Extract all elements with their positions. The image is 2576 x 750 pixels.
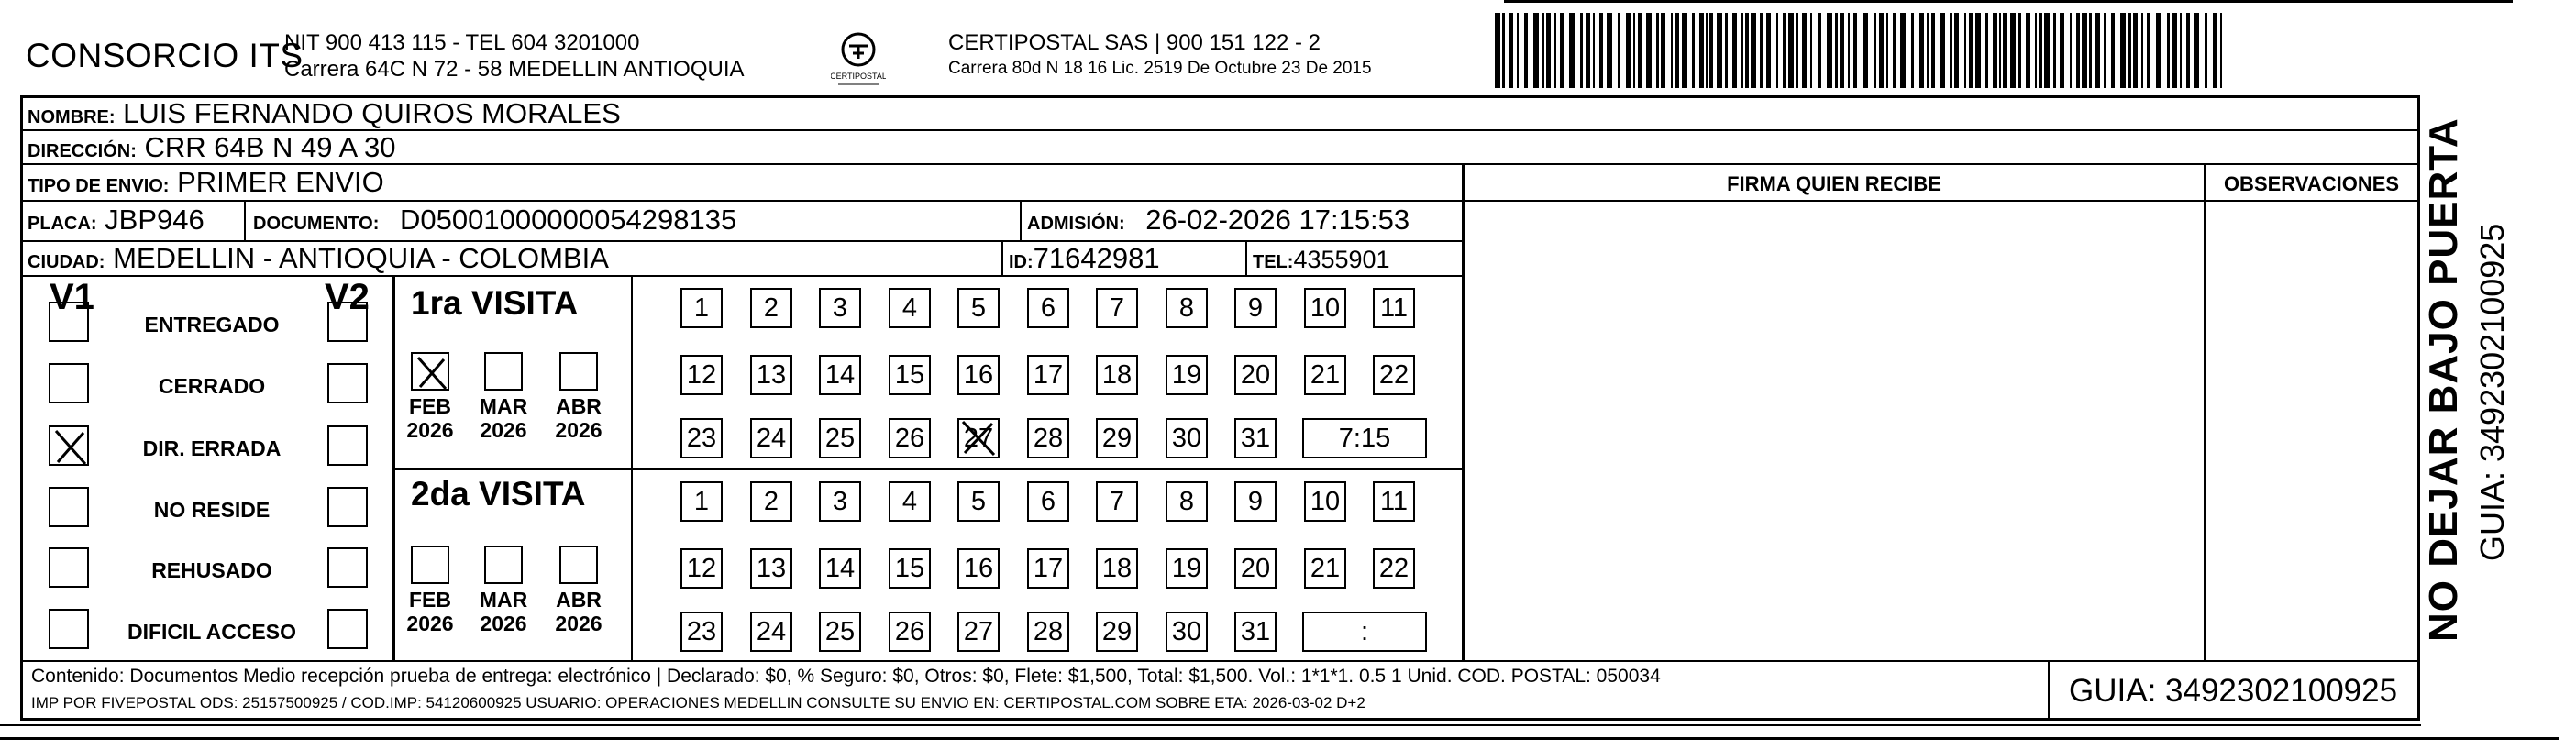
direccion-value: CRR 64B N 49 A 30: [144, 131, 396, 163]
day-box[interactable]: 21: [1304, 355, 1346, 395]
day-box[interactable]: 16: [957, 355, 1000, 395]
day-box[interactable]: 1: [680, 288, 723, 328]
month-year: 2026: [555, 612, 603, 635]
month-year: 2026: [555, 418, 603, 442]
v1-checkbox[interactable]: [49, 487, 89, 527]
documento-label: DOCUMENTO:: [253, 214, 380, 234]
day-box[interactable]: 9: [1234, 481, 1277, 522]
day-box[interactable]: 26: [889, 612, 931, 652]
day-box[interactable]: 3: [819, 288, 861, 328]
day-box[interactable]: 15: [889, 355, 931, 395]
v1-checkbox[interactable]: [49, 547, 89, 588]
day-box[interactable]: 5: [957, 481, 1000, 522]
status-label: ENTREGADO: [144, 313, 280, 336]
direccion-row: [28, 131, 396, 168]
day-box[interactable]: 27: [957, 418, 1000, 458]
courier-name-nit: CERTIPOSTAL SAS | 900 151 122 - 2: [948, 30, 1321, 55]
placa-field: [28, 204, 205, 240]
day-box[interactable]: 2: [750, 481, 792, 522]
month-label: [547, 394, 611, 442]
day-box[interactable]: 11: [1373, 288, 1415, 328]
v2-checkbox[interactable]: [327, 487, 368, 527]
day-box[interactable]: 17: [1027, 548, 1069, 589]
side-guia: GUIA: 3492302100925: [2473, 223, 2511, 561]
day-box[interactable]: 18: [1096, 548, 1138, 589]
month-name: ABR: [556, 588, 602, 612]
month-label: [471, 588, 536, 635]
day-box[interactable]: 8: [1166, 288, 1208, 328]
tipo-envio-label: TIPO DE ENVIO:: [28, 176, 170, 196]
month-checkbox[interactable]: [411, 546, 449, 584]
day-box[interactable]: 24: [750, 418, 792, 458]
sender-nit-tel: NIT 900 413 115 - TEL 604 3201000: [284, 30, 640, 55]
nombre-label: NOMBRE:: [28, 107, 116, 127]
day-box[interactable]: 3: [819, 481, 861, 522]
time-box[interactable]: :: [1302, 612, 1427, 652]
day-box[interactable]: 30: [1166, 612, 1208, 652]
id-value: 71642981: [1033, 242, 1160, 274]
day-box[interactable]: 25: [819, 612, 861, 652]
day-box[interactable]: 11: [1373, 481, 1415, 522]
month-checkbox[interactable]: [484, 546, 523, 584]
day-box[interactable]: 21: [1304, 548, 1346, 589]
day-box[interactable]: 4: [889, 481, 931, 522]
documento-field: [253, 204, 736, 240]
day-box[interactable]: 9: [1234, 288, 1277, 328]
logo-text: CERTIPOSTAL: [831, 72, 886, 81]
month-checkbox[interactable]: [559, 546, 598, 584]
month-name: ABR: [556, 394, 602, 418]
sender-name: CONSORCIO ITS: [26, 37, 304, 74]
day-box[interactable]: 29: [1096, 418, 1138, 458]
day-box[interactable]: 22: [1373, 548, 1415, 589]
direccion-label: DIRECCIÓN:: [28, 141, 137, 161]
tel-field: [1253, 242, 1390, 279]
day-box[interactable]: 10: [1304, 288, 1346, 328]
v2-label: V2: [325, 277, 370, 317]
v1-checkbox[interactable]: [49, 425, 89, 466]
day-box[interactable]: 5: [957, 288, 1000, 328]
month-year: 2026: [406, 418, 454, 442]
day-box[interactable]: 19: [1166, 355, 1208, 395]
admision-value: 26-02-2026 17:15:53: [1145, 204, 1410, 236]
day-box[interactable]: 12: [680, 355, 723, 395]
day-box[interactable]: 2: [750, 288, 792, 328]
nombre-value: LUIS FERNANDO QUIROS MORALES: [123, 97, 621, 129]
status-label: NO RESIDE: [153, 498, 271, 522]
month-name: MAR: [479, 588, 528, 612]
day-box[interactable]: 28: [1027, 418, 1069, 458]
observations-area[interactable]: [2208, 204, 2416, 658]
day-box[interactable]: 7: [1096, 288, 1138, 328]
day-box[interactable]: 24: [750, 612, 792, 652]
tel-value: 4355901: [1293, 246, 1390, 273]
tipo-envio-row: [28, 166, 384, 203]
status-label: DIFICIL ACCESO: [127, 620, 296, 644]
ciudad-value: MEDELLIN - ANTIOQUIA - COLOMBIA: [113, 242, 609, 274]
sender-address: Carrera 64C N 72 - 58 MEDELLIN ANTIOQUIA: [284, 57, 745, 82]
day-cross-mark: [957, 418, 1000, 458]
footer-line2: IMP POR FIVEPOSTAL ODS: 25157500925 / COD.IMP: 54120600925 USUARIO: OPERACIONES MEDELLIN CONSULTE SU ENVIO EN: CERTIPOSTAL.COM SOBRE ETA: 2026-03-02 D+2: [31, 694, 1365, 711]
day-box[interactable]: 22: [1373, 355, 1415, 395]
month-label: [471, 394, 536, 442]
barcode: [1495, 13, 2228, 88]
month-name: FEB: [409, 588, 451, 612]
day-box[interactable]: 1: [680, 481, 723, 522]
day-box[interactable]: 29: [1096, 612, 1138, 652]
v2-checkbox[interactable]: [327, 609, 368, 649]
day-box[interactable]: 26: [889, 418, 931, 458]
visit1-title: 1ra VISITA: [411, 284, 579, 322]
documento-value: D05001000000054298135: [400, 204, 737, 236]
footer-line1: Contenido: Documentos Medio recepción prueba de entrega: electrónico | Declarado: $0, % Seguro: $0, Otros: $0, Flete: $1,500, Total: $1,500. Vol.: 1*1*1. 0.5 1 Unid. COD. POSTAL: 050034: [31, 666, 1661, 687]
day-box[interactable]: 25: [819, 418, 861, 458]
tipo-envio-value: PRIMER ENVIO: [177, 166, 384, 198]
v1-checkbox[interactable]: [49, 363, 89, 403]
id-field: [1009, 242, 1160, 279]
status-label: REHUSADO: [151, 558, 272, 582]
id-label: ID:: [1009, 252, 1034, 272]
signature-area[interactable]: [1467, 204, 2201, 658]
footer-guia: GUIA: 3492302100925: [2069, 673, 2398, 709]
day-box[interactable]: 6: [1027, 288, 1069, 328]
day-box[interactable]: 18: [1096, 355, 1138, 395]
v2-checkbox[interactable]: [327, 425, 368, 466]
day-box[interactable]: 28: [1027, 612, 1069, 652]
status-label: DIR. ERRADA: [142, 436, 282, 460]
day-box[interactable]: 30: [1166, 418, 1208, 458]
day-box[interactable]: 4: [889, 288, 931, 328]
visit2-title: 2da VISITA: [411, 475, 586, 513]
day-box[interactable]: 13: [750, 355, 792, 395]
placa-label: PLACA:: [28, 214, 97, 234]
v2-checkbox[interactable]: [327, 302, 368, 342]
day-box[interactable]: 13: [750, 548, 792, 589]
day-box[interactable]: 19: [1166, 548, 1208, 589]
day-box[interactable]: 10: [1304, 481, 1346, 522]
month-label: [398, 394, 462, 442]
ciudad-label: CIUDAD:: [28, 252, 105, 272]
nombre-row: [28, 97, 621, 134]
day-box[interactable]: 8: [1166, 481, 1208, 522]
month-checkbox[interactable]: [411, 352, 449, 391]
day-box[interactable]: 14: [819, 548, 861, 589]
firma-header: FIRMA QUIEN RECIBE: [1727, 172, 1941, 195]
v1-label: V1: [50, 277, 94, 317]
month-label: [547, 588, 611, 635]
day-box[interactable]: 15: [889, 548, 931, 589]
day-box[interactable]: 27: [957, 612, 1000, 652]
certipostal-logo: [831, 28, 886, 92]
time-box[interactable]: 7:15: [1302, 418, 1427, 458]
v1-checkbox[interactable]: [49, 302, 89, 342]
day-box[interactable]: 31: [1234, 418, 1277, 458]
courier-address-license: Carrera 80d N 18 16 Lic. 2519 De Octubre 23 De 2015: [948, 59, 1372, 78]
admision-label: ADMISIÓN:: [1027, 214, 1125, 234]
observaciones-header: OBSERVACIONES: [2223, 172, 2400, 195]
month-label: [398, 588, 462, 635]
v1-checkbox[interactable]: [49, 609, 89, 649]
day-box[interactable]: 12: [680, 548, 723, 589]
placa-value: JBP946: [105, 204, 205, 236]
day-box[interactable]: 20: [1234, 548, 1277, 589]
day-box[interactable]: 23: [680, 418, 723, 458]
day-box[interactable]: 17: [1027, 355, 1069, 395]
month-name: MAR: [479, 394, 528, 418]
month-year: 2026: [406, 612, 454, 635]
day-box[interactable]: 23: [680, 612, 723, 652]
day-box[interactable]: 31: [1234, 612, 1277, 652]
tel-label: TEL:: [1253, 252, 1294, 272]
month-name: FEB: [409, 394, 451, 418]
day-box[interactable]: 20: [1234, 355, 1277, 395]
day-box[interactable]: 16: [957, 548, 1000, 589]
month-year: 2026: [480, 612, 527, 635]
v2-checkbox[interactable]: [327, 547, 368, 588]
month-checkbox[interactable]: [484, 352, 523, 391]
month-checkbox[interactable]: [559, 352, 598, 391]
ciudad-field: [28, 242, 609, 279]
day-box[interactable]: 6: [1027, 481, 1069, 522]
day-box[interactable]: 7: [1096, 481, 1138, 522]
v2-checkbox[interactable]: [327, 363, 368, 403]
day-box[interactable]: 14: [819, 355, 861, 395]
side-warning: NO DEJAR BAJO PUERTA: [2421, 117, 2466, 642]
status-label: CERRADO: [158, 374, 266, 398]
month-year: 2026: [480, 418, 527, 442]
admision-field: [1027, 204, 1410, 240]
